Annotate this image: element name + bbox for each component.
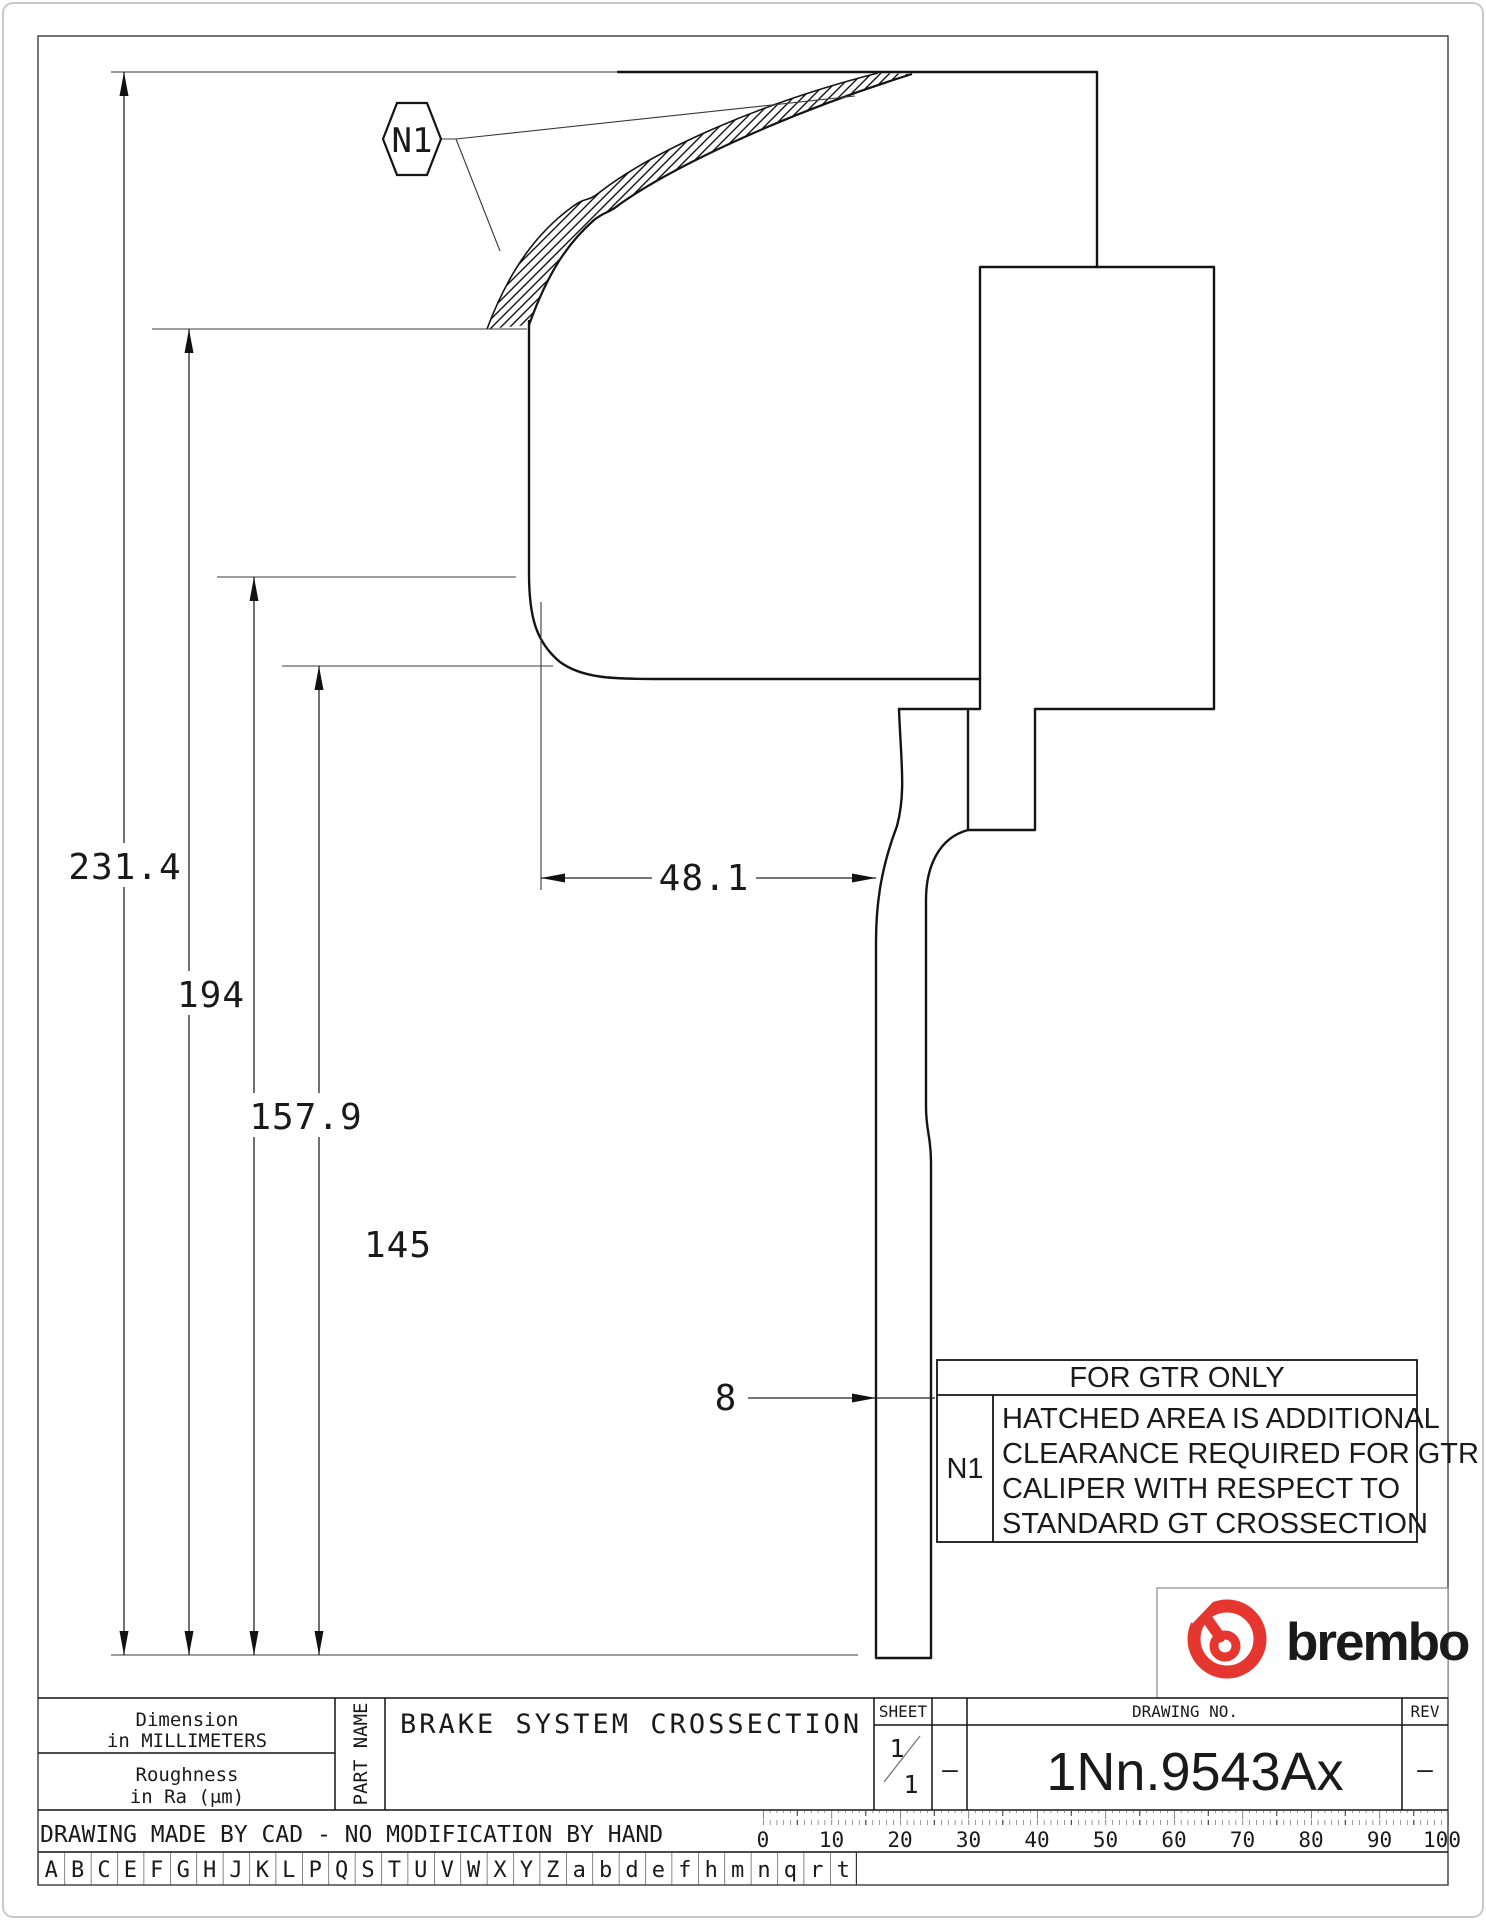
letter-cell: X (493, 1858, 507, 1883)
note-header: FOR GTR ONLY (1069, 1362, 1285, 1394)
letter-cell: A (44, 1858, 58, 1883)
roughness-note-line1: Roughness (135, 1764, 239, 1786)
rev-label: REV (1410, 1702, 1440, 1721)
ruler-0: 0 (756, 1828, 770, 1852)
note-line-3: CALIPER WITH RESPECT TO (1002, 1473, 1401, 1505)
letter-cell: K (255, 1858, 270, 1883)
letter-cell: m (730, 1858, 745, 1883)
letter-cell: P (308, 1858, 322, 1883)
ruler-30: 30 (955, 1828, 982, 1852)
dim-194-label: 194 (176, 975, 246, 1016)
ruler-10: 10 (818, 1828, 845, 1852)
letter-cell: L (282, 1858, 296, 1883)
note-line-4: STANDARD GT CROSSECTION (1002, 1508, 1428, 1540)
ruler-60: 60 (1161, 1828, 1187, 1852)
letter-cell: r (810, 1858, 824, 1883)
drawing-no-label: DRAWING NO. (1132, 1702, 1238, 1721)
letter-cell: t (836, 1858, 850, 1883)
gtr-note-box (937, 1360, 1479, 1542)
letter-cell: C (97, 1858, 111, 1883)
letter-cell: U (414, 1858, 428, 1883)
ruler-20: 20 (887, 1828, 913, 1852)
svg-text:1: 1 (889, 1734, 905, 1763)
letter-cell: E (123, 1858, 138, 1883)
dim-overall-height-label: 231.4 (68, 847, 182, 888)
note-line-1: HATCHED AREA IS ADDITIONAL (1002, 1403, 1440, 1435)
dim-width-label: 48.1 (658, 858, 750, 899)
letter-cell: T (387, 1858, 402, 1883)
n1-callout-label: N1 (391, 121, 433, 161)
letter-cell: d (625, 1858, 639, 1883)
drawing-no-value: 1Nn.9543Ax (1046, 1742, 1344, 1802)
letter-cell: H (202, 1858, 217, 1883)
letter-cell: b (598, 1858, 613, 1883)
letter-cell: h (704, 1858, 718, 1883)
letter-cell: f (678, 1858, 692, 1883)
ruler-100: 100 (1423, 1828, 1461, 1852)
dim-145-label: 145 (363, 1225, 433, 1266)
svg-text:1: 1 (903, 1770, 919, 1799)
ruler-70: 70 (1229, 1828, 1256, 1852)
letter-cell: n (757, 1858, 771, 1883)
note-line-2: CLEARANCE REQUIRED FOR GTR (1002, 1438, 1479, 1470)
sheet-label: SHEET (878, 1702, 928, 1721)
note-flag: N1 (946, 1453, 984, 1485)
letter-cell: Y (519, 1858, 534, 1883)
letter-cell: W (466, 1858, 481, 1883)
letter-cell: e (651, 1858, 666, 1883)
letter-cell: B (70, 1858, 85, 1883)
brembo-wordmark: brembo (1286, 1613, 1469, 1672)
letter-cell: Z (546, 1858, 560, 1883)
roughness-note-line2: in Ra (μm) (129, 1786, 245, 1808)
letter-cell: J (229, 1858, 243, 1883)
letter-cell: q (783, 1858, 798, 1883)
part-name-value: BRAKE SYSTEM CROSSECTION (400, 1709, 863, 1740)
rev-value: — (1417, 1755, 1433, 1785)
letter-cell: V (440, 1858, 454, 1883)
ruler-90: 90 (1366, 1828, 1393, 1852)
letter-cell: S (361, 1858, 375, 1883)
units-note-line2: in MILLIMETERS (106, 1730, 268, 1752)
part-name-label: PART NAME (350, 1702, 372, 1806)
dim-157-label: 157.9 (249, 1097, 363, 1138)
ruler-80: 80 (1298, 1828, 1324, 1852)
cad-note: DRAWING MADE BY CAD - NO MODIFICATION BY HAND (40, 1822, 664, 1848)
dim-wall-label: 8 (714, 1378, 738, 1419)
letter-cell: Q (334, 1858, 349, 1883)
letter-cell: a (572, 1858, 586, 1883)
brembo-logo-box (1157, 1588, 1469, 1698)
ruler-40: 40 (1024, 1828, 1050, 1852)
sheet-dash: — (942, 1755, 958, 1785)
ruler-50: 50 (1092, 1828, 1119, 1852)
units-note-line1: Dimension (135, 1709, 239, 1731)
letter-cell: G (176, 1858, 190, 1883)
letter-cell: F (150, 1858, 164, 1883)
